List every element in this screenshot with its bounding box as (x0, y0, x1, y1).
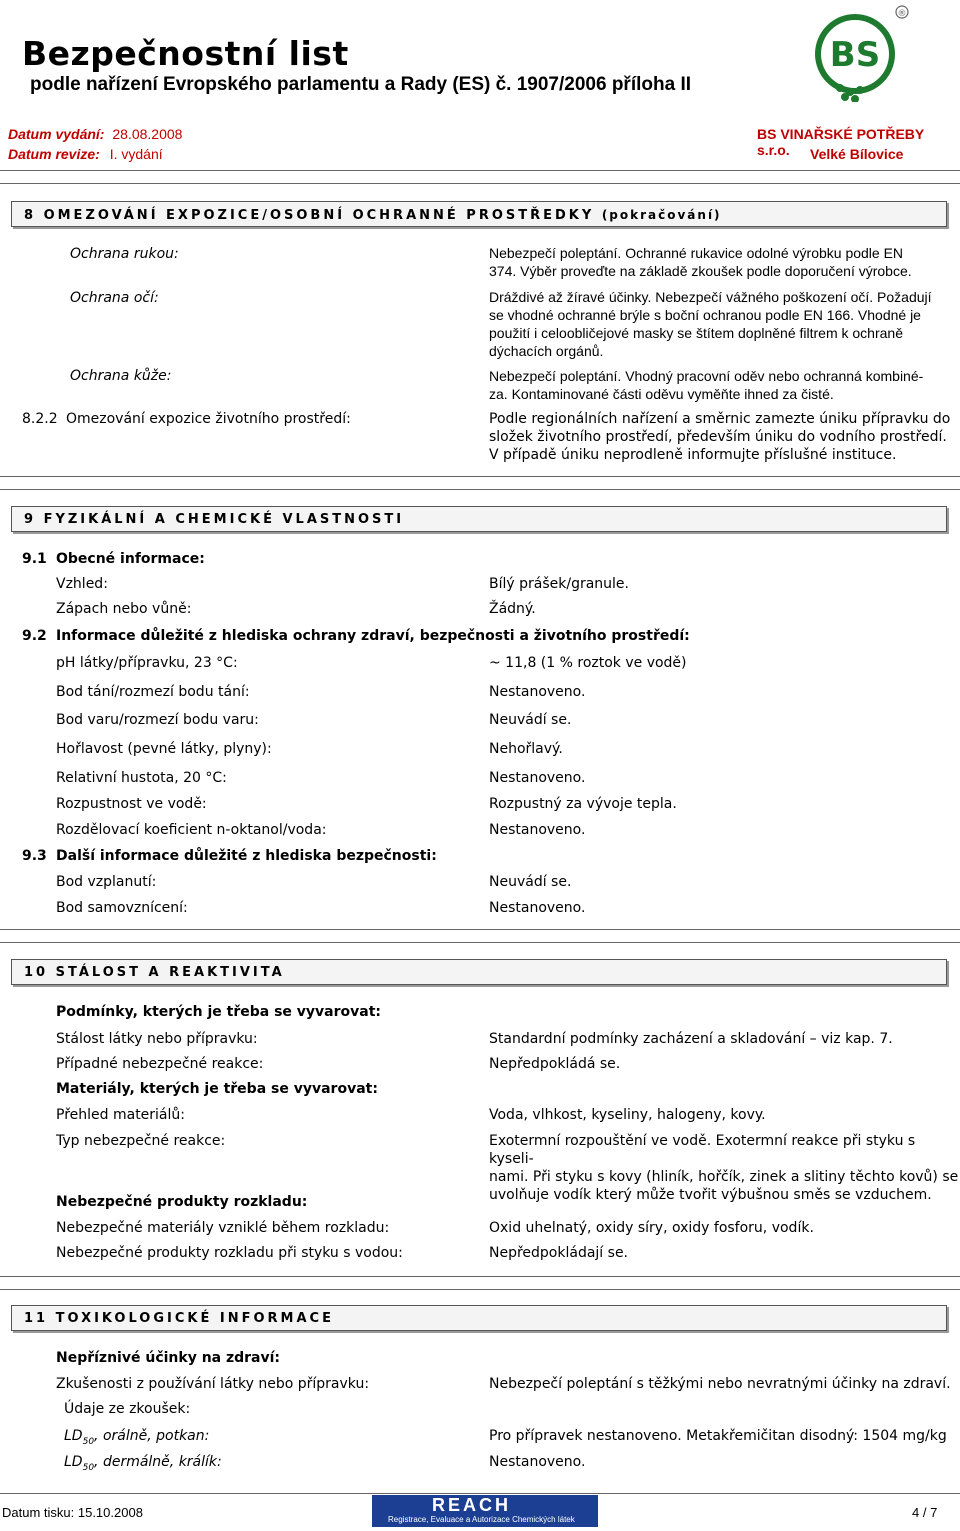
health-effects-heading: Nepříznivé účinky na zdraví: (56, 1350, 281, 1366)
property-value: ~ 11,8 (1 % roztok ve vodě) (489, 655, 687, 671)
section-9-1-label: Obecné informace: (56, 551, 205, 567)
revision-date (8, 146, 163, 162)
ld-prefix: LD (64, 1428, 83, 1444)
section-8-heading (11, 201, 947, 227)
section-9-3-number: 9.3 (22, 848, 47, 864)
ld-oral-suffix: , orálně, potkan: (94, 1428, 210, 1444)
experience-label: Zkušenosti z používání látky nebo přípravku: (56, 1376, 370, 1392)
property-value: Nestanoveno. (489, 900, 586, 916)
revision-date-label: Datum revize: (8, 146, 100, 162)
ld-subscript: 50 (82, 1436, 95, 1447)
ld50-oral-value: Pro přípravek nestanoveno. Metakřemičitan disodný: 1504 mg/kg (489, 1428, 947, 1444)
property-value: Neuvádí se. (489, 712, 572, 728)
section11-top-border (0, 1289, 960, 1290)
decomposition-materials-value: Oxid uhelnatý, oxidy síry, oxidy fosforu, vodík. (489, 1220, 814, 1236)
eye-protection-text (489, 288, 932, 360)
eyes-line-3: použití i celoobličejové masky se štítem doplněné filtrem k ochraně (489, 325, 903, 341)
section-9-2-number: 9.2 (22, 628, 47, 644)
water-decomposition-label: Nebezpečné produkty rozkladu při styku s vodou: (56, 1245, 403, 1261)
ld-dermal-suffix: , dermálně, králík: (94, 1454, 222, 1470)
section-8-continuation: (pokračování) (601, 208, 722, 222)
property-label: Bod tání/rozmezí bodu tání: (56, 684, 250, 700)
property-value: Nehořlavý. (489, 741, 563, 757)
decomposition-materials-label: Nebezpečné materiály vzniklé během rozkladu: (56, 1220, 390, 1236)
env-exposure-text (489, 410, 950, 464)
env-line-1: Podle regionálních nařízení a směrnic zamezte úniku přípravku do (489, 411, 951, 427)
env-line-3: V případě úniku neprodleně informujte příslušné instituce. (489, 447, 897, 463)
eye-protection-label: Ochrana očí: (70, 290, 159, 306)
logo-registered-mark: ® (897, 9, 907, 19)
reaction-type-line-1: Exotermní rozpouštění ve vodě. Exotermní reakce při styku s kyseli- (489, 1133, 916, 1167)
eyes-line-1: Dráždivé až žíravé účinky. Nebezpečí vážného poškození očí. Požadují (489, 289, 932, 305)
skin-protection-text (489, 367, 923, 403)
property-label: Bod varu/rozmezí bodu varu: (56, 712, 259, 728)
eyes-line-4: dýchacích orgánů. (489, 343, 604, 359)
possible-reactions-label: Případné nebezpečné reakce: (56, 1056, 264, 1072)
appearance-label: Vzhled: (56, 576, 108, 592)
reach-subtitle: Registrace, Evaluace a Autorizace Chemických látek (388, 1515, 575, 1524)
ld50-oral-label (64, 1428, 209, 1447)
appearance-value: Bílý prášek/granule. (489, 576, 629, 592)
materials-heading: Materiály, kterých je třeba se vyvarovat: (56, 1081, 378, 1097)
section10-top-border (0, 942, 960, 943)
ld50-dermal-value: Nestanoveno. (489, 1454, 586, 1470)
reaction-type-line-3: uvolňuje vodík který může tvořit výbušnou směs se vzduchem. (489, 1187, 932, 1203)
decomposition-heading: Nebezpečné produkty rozkladu: (56, 1194, 308, 1210)
company-city: Velké Bílovice (810, 146, 904, 162)
experience-value: Nebezpečí poleptání s těžkými nebo nevratnými účinky na zdraví. (489, 1376, 951, 1392)
hands-line-2: 374. Výběr proveďte na základě zkoušek podle doporučení výrobce. (489, 263, 912, 279)
odor-label: Zápach nebo vůně: (56, 601, 192, 617)
water-decomposition-value: Nepředpokládají se. (489, 1245, 629, 1261)
section-9-2-label: Informace důležité z hlediska ochrany zdraví, bezpečnosti a životního prostředí: (56, 628, 690, 644)
reaction-type-text (489, 1132, 960, 1204)
stability-label: Stálost látky nebo přípravku: (56, 1031, 258, 1047)
skin-line-1: Nebezpečí poleptání. Vhodný pracovní oděv nebo ochranná kombiné- (489, 368, 924, 384)
property-label: Relativní hustota, 20 °C: (56, 770, 227, 786)
materials-overview-value: Voda, vlhkost, kyseliny, halogeny, kovy. (489, 1107, 766, 1123)
env-exposure-number: 8.2.2 (22, 411, 58, 427)
document-subtitle: podle nařízení Evropského parlamentu a Rady (ES) č. 1907/2006 příloha II (30, 74, 692, 95)
test-data-label: Údaje ze zkoušek: (64, 1401, 191, 1417)
property-label: Hořlavost (pevné látky, plyny): (56, 741, 272, 757)
document-title: Bezpečnostní list (22, 34, 349, 73)
ld-subscript: 50 (82, 1462, 95, 1473)
stability-value: Standardní podmínky zacházení a skladování – viz kap. 7. (489, 1031, 893, 1047)
section9-top-border (0, 489, 960, 490)
materials-overview-label: Přehled materiálů: (56, 1107, 185, 1123)
reach-title: REACH (432, 1495, 512, 1515)
skin-protection-label: Ochrana kůže: (70, 368, 172, 384)
property-label: pH látky/přípravku, 23 °C: (56, 655, 238, 671)
property-value: Rozpustný za vývoje tepla. (489, 796, 677, 812)
issue-date-label: Datum vydání: (8, 126, 105, 142)
section-11-heading: 11 TOXIKOLOGICKÉ INFORMACE (11, 1305, 947, 1331)
env-exposure-label: Omezování expozice životního prostředí: (66, 411, 351, 427)
property-value: Nestanoveno. (489, 684, 586, 700)
possible-reactions-value: Nepředpokládá se. (489, 1056, 621, 1072)
conditions-heading: Podmínky, kterých je třeba se vyvarovat: (56, 1004, 381, 1020)
reach-logo (372, 1495, 598, 1527)
header-divider (0, 170, 960, 171)
company-logo (810, 2, 910, 102)
reaction-type-line-2: nami. Při styku s kovy (hliník, hořčík, zinek a slitiny těchto kovů) se (489, 1169, 959, 1185)
section-10-heading: 10 STÁLOST A REAKTIVITA (11, 959, 947, 985)
reaction-type-label: Typ nebezpečné reakce: (56, 1133, 226, 1149)
section-8-title: 8 OMEZOVÁNÍ EXPOZICE/OSOBNÍ OCHRANNÉ PROSTŘEDKY (24, 208, 595, 223)
ld-prefix: LD (64, 1454, 83, 1470)
skin-line-2: za. Kontaminované části oděvu vyměňte ihned za čisté. (489, 386, 834, 402)
issue-date (8, 126, 182, 142)
property-value: Neuvádí se. (489, 874, 572, 890)
issue-date-value: 28.08.2008 (112, 126, 183, 142)
property-value: Nestanoveno. (489, 770, 586, 786)
hands-line-1: Nebezpečí poleptání. Ochranné rukavice odolné výrobku podle EN (489, 245, 904, 261)
revision-date-value: I. vydání (109, 146, 163, 162)
logo-text: BS (829, 35, 881, 75)
hands-protection-text (489, 244, 912, 280)
section8-bottom-border (0, 476, 960, 477)
ld50-dermal-label (64, 1454, 222, 1473)
property-label: Bod vzplanutí: (56, 874, 157, 890)
odor-value: Žádný. (489, 601, 536, 617)
eyes-line-2: se vhodné ochranné brýle s boční ochranou podle EN 166. Vhodné je (489, 307, 921, 323)
env-line-2: složek životního prostředí, především úniku do vodního prostředí. (489, 429, 947, 445)
company-name: BS VINAŘSKÉ POTŘEBY s.r.o. (757, 126, 924, 158)
property-value: Nestanoveno. (489, 822, 586, 838)
section-9-1-number: 9.1 (22, 551, 47, 567)
section8-top-border (0, 183, 960, 184)
hands-protection-label: Ochrana rukou: (70, 246, 179, 262)
section9-bottom-border (0, 929, 960, 930)
print-date: Datum tisku: 15.10.2008 (2, 1505, 143, 1520)
section10-bottom-border (0, 1276, 960, 1277)
page-number: 4 / 7 (912, 1505, 938, 1520)
section-9-heading: 9 FYZIKÁLNÍ A CHEMICKÉ VLASTNOSTI (11, 506, 947, 532)
footer-divider (0, 1493, 960, 1494)
property-label: Rozdělovací koeficient n-oktanol/voda: (56, 822, 327, 838)
property-label: Bod samovznícení: (56, 900, 188, 916)
property-label: Rozpustnost ve vodě: (56, 796, 207, 812)
section-9-3-label: Další informace důležité z hlediska bezpečnosti: (56, 848, 437, 864)
